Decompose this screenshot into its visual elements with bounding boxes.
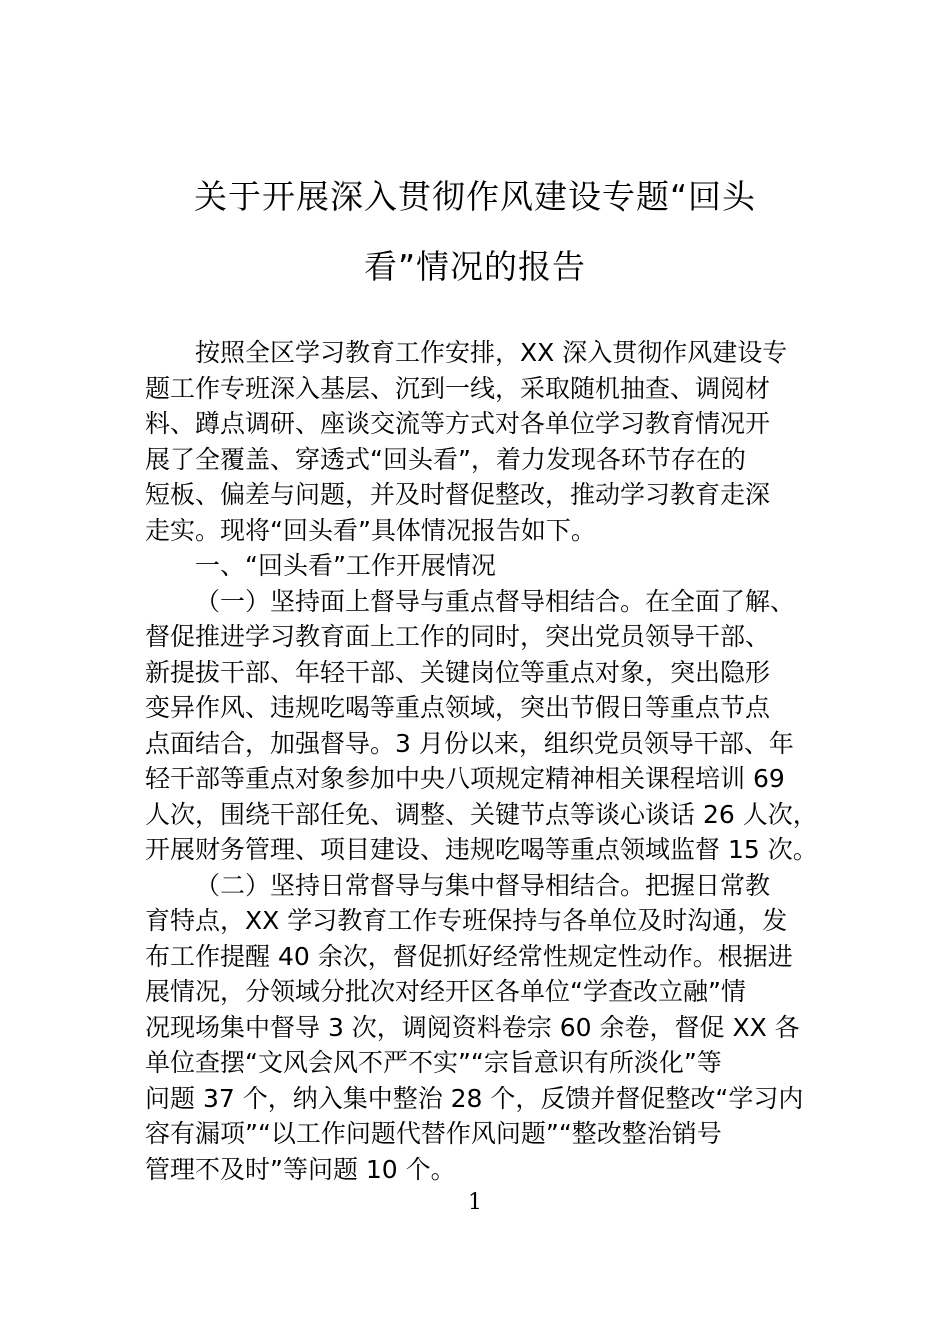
paragraph-line: 展了全覆盖、穿透式“回头看”，着力发现各环节存在的 (145, 444, 746, 474)
paragraph-line: 按照全区学习教育工作安排，XX 深入贯彻作风建设专 (195, 338, 788, 367)
paragraph-line: 料、蹲点调研、座谈交流等方式对各单位学习教育情况开 (145, 409, 771, 438)
paragraph-line: 况现场集中督导 3 次，调阅资料卷宗 60 余卷，督促 XX 各 (145, 1012, 800, 1042)
paragraph-line: 展情况，分领域分批次对经开区各单位“学查改立融”情 (145, 977, 746, 1006)
paragraph-line: 人次，围绕干部任免、调整、关键节点等谈心谈话 26 人次， (145, 799, 818, 829)
paragraph-line: 题工作专班深入基层、沉到一线，采取随机抽查、调阅材 (145, 373, 771, 403)
section-heading: 一、“回头看”工作开展情况 (195, 551, 496, 580)
paragraph-line: 走实。现将“回头看”具体情况报告如下。 (145, 515, 596, 545)
paragraph-line: 轻干部等重点对象参加中央八项规定精神相关课程培训 69 (145, 764, 785, 793)
paragraph-line: 容有漏项”“以工作问题代替作风问题”“整改整治销号 (145, 1119, 722, 1148)
paragraph-line: 管理不及时”等问题 10 个。 (145, 1154, 456, 1184)
paragraph-line: 单位查摆“文风会风不严不实”“宗旨意识有所淡化”等 (145, 1048, 722, 1077)
paragraph-line: 点面结合，加强督导。3 月份以来，组织党员领导干部、年 (145, 728, 794, 758)
paragraph-line: 布工作提醒 40 余次，督促抓好经常性规定性动作。根据进 (145, 941, 793, 971)
document-title-line-1: 关于开展深入贯彻作风建设专题“回头 (193, 177, 757, 216)
document-body (145, 335, 830, 1187)
paragraph-line: 变异作风、违规吃喝等重点领域，突出节假日等重点节点 (145, 693, 771, 722)
page-number: 1 (468, 1190, 482, 1215)
paragraph-line: 开展财务管理、项目建设、违规吃喝等重点领域监督 15 次。 (145, 835, 818, 864)
paragraph-line: 问题 37 个，纳入集中整治 28 个，反馈并督促整改“学习内 (145, 1083, 804, 1113)
paragraph-line: 育特点，XX 学习教育工作专班保持与各单位及时沟通，发 (145, 906, 788, 935)
paragraph-line: 督促推进学习教育面上工作的同时，突出党员领导干部、 (145, 622, 771, 651)
paragraph-line: 新提拔干部、年轻干部、关键岗位等重点对象，突出隐形 (145, 657, 771, 687)
document-title-line-2: 看”情况的报告 (363, 247, 587, 286)
paragraph-line: 短板、偏差与问题，并及时督促整改，推动学习教育走深 (145, 480, 771, 509)
paragraph-line: （一）坚持面上督导与重点督导相结合。在全面了解、 (195, 586, 796, 616)
paragraph-line: （二）坚持日常督导与集中督导相结合。把握日常教 (195, 870, 771, 900)
